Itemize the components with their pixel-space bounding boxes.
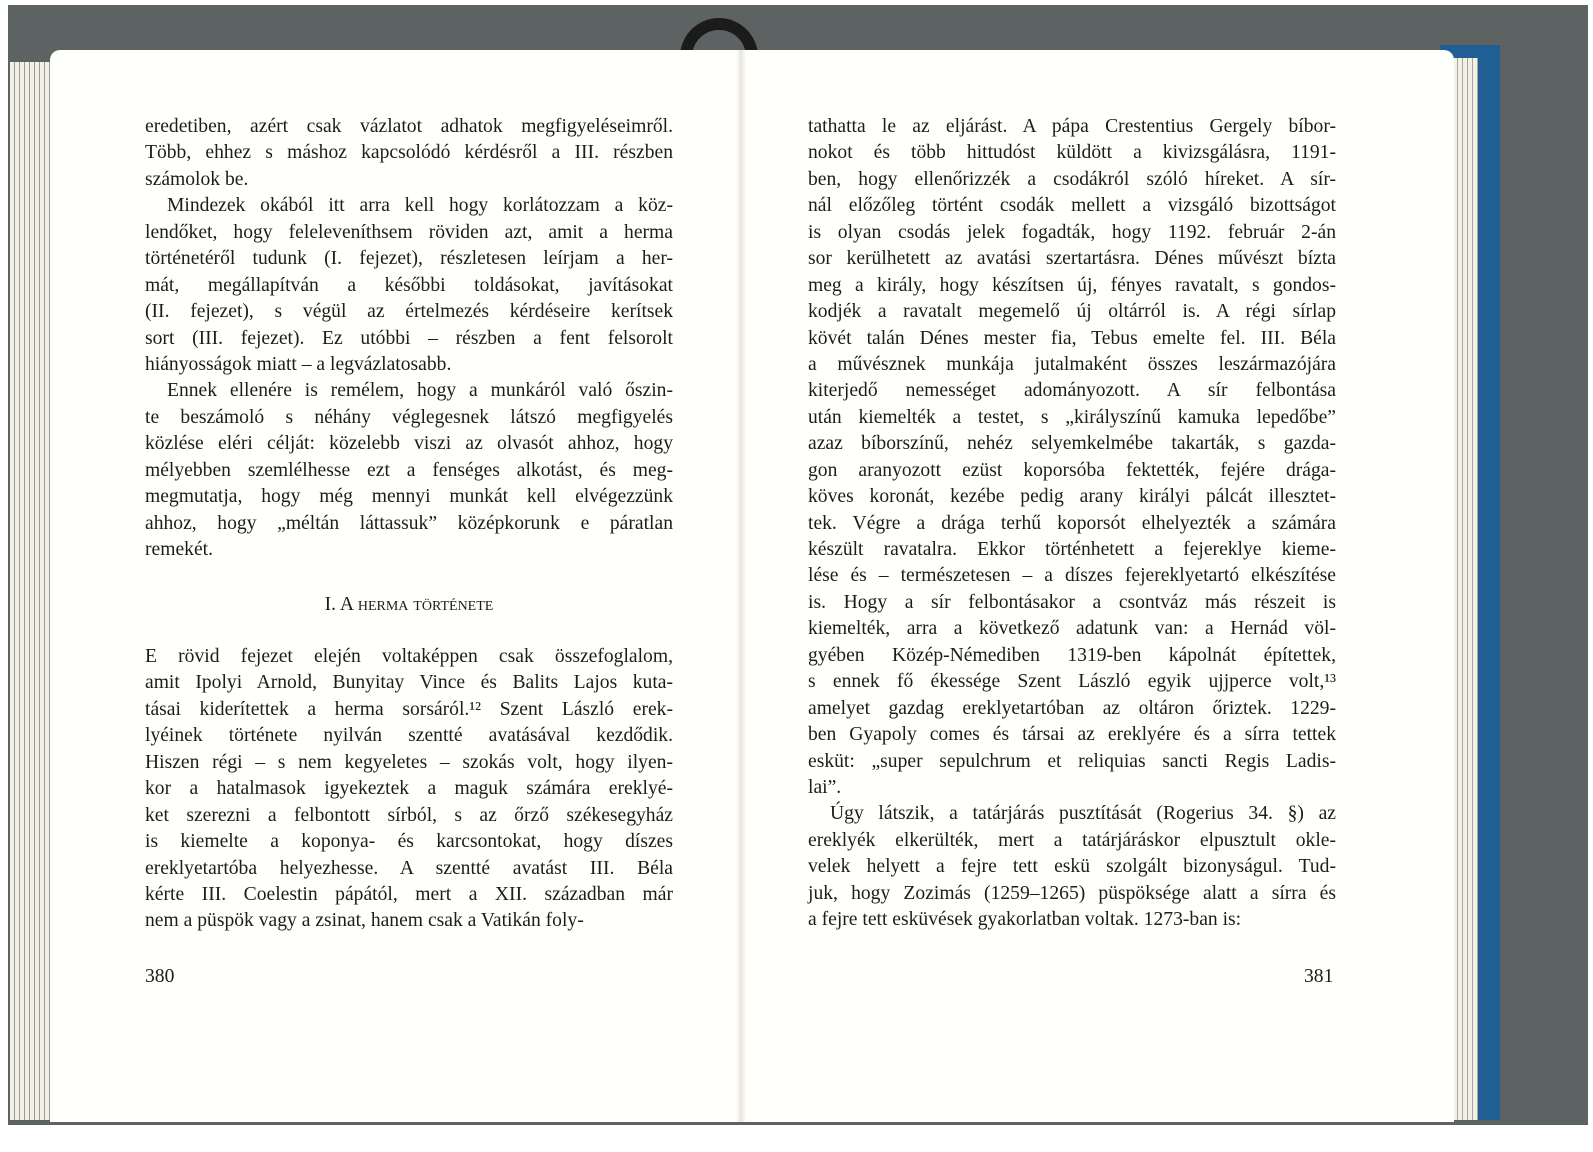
text-line: nem a püspök vagy a zsinat, hanem csak a Vatikán foly- bbox=[145, 910, 584, 932]
text-line: után kiemelték a testet, s „királyszínű kamuka lepedőbe” bbox=[808, 406, 1336, 428]
text-line: gyében Közép-Némediben 1319-ben kápolnát építettek, bbox=[808, 644, 1336, 666]
text-line: lai”. bbox=[808, 776, 842, 798]
right-page-text bbox=[808, 114, 1336, 934]
text-line: amelyet gazdag ereklyetartóban az oltáron őriztek. 1229- bbox=[808, 697, 1336, 719]
text-line: tathatta le az eljárást. A pápa Crestentius Gergely bíbor- bbox=[808, 116, 1336, 137]
text-line: a fejre tett esküvések gyakorlatban voltak. 1273-ban is: bbox=[808, 909, 1242, 931]
text-line: is. Hogy a sír felbontásakor a csontváz más részeit is bbox=[808, 591, 1336, 613]
page-stack-left bbox=[10, 62, 54, 1120]
text-line: ereklyetartóba helyezhesse. A szentté avatást III. Béla bbox=[145, 857, 673, 879]
text-line: tek. Végre a drága terhű koporsót elhelyezték a számára bbox=[808, 512, 1336, 534]
paragraph bbox=[808, 114, 1336, 801]
text-line: velek helyett a fejre tett eskü szolgált bizonyságul. Tud- bbox=[808, 856, 1336, 878]
paragraph bbox=[145, 114, 673, 193]
text-line: mélyebben szemlélhesse ezt a fenséges alkotást, és meg- bbox=[145, 459, 673, 481]
text-line: kövét talán Dénes mester fia, Tebus emelte fel. III. Béla bbox=[808, 327, 1336, 349]
left-page-text-bottom bbox=[145, 644, 673, 935]
text-line: lendőket, hogy feleleveníthsem röviden azt, amit a herma bbox=[145, 221, 673, 243]
text-line: Mindezek okából itt arra kell hogy korlátozzam a köz- bbox=[167, 195, 673, 217]
chapter-heading: I. A herma története bbox=[324, 594, 494, 615]
text-line: gon aranyozott ezüst koporsóba fektették, fejére drága- bbox=[808, 459, 1336, 481]
text-line: meg a király, hogy készítsen új, fényes ravatalt, s gondos- bbox=[808, 274, 1336, 296]
text-line: juk, hogy Zozimás (1259–1265) püspöksége alatt a sírra és bbox=[808, 882, 1336, 904]
page-number-left: 380 bbox=[145, 966, 175, 987]
text-line: kérte III. Coelestin pápától, mert a XII. században már bbox=[145, 883, 673, 905]
text-line: Ennek ellenére is remélem, hogy a munkáról való őszin- bbox=[167, 380, 673, 402]
text-line: megmutatja, hogy még mennyi munkát kell elvégezzünk bbox=[145, 486, 673, 508]
text-line: tásai kiderítettek a herma sorsáról.¹² Szent László erek- bbox=[145, 698, 673, 720]
text-line: ben Gyapoly comes és társai az ereklyére és a sírra tettek bbox=[808, 724, 1336, 746]
text-line: azaz bíborszínű, nehéz selyemkelmébe takarták, s gazda- bbox=[808, 433, 1336, 455]
text-line: is kiemelte a koponya- és karcsontokat, hogy díszes bbox=[145, 831, 673, 853]
text-line: kiterjedő nemességet adományozott. A sír felbontása bbox=[808, 380, 1336, 402]
text-line: (II. fejezet), s végül az értelmezés kérdéseire kerítsek bbox=[145, 301, 673, 323]
text-line: remekét. bbox=[145, 539, 213, 560]
text-line: számolok be. bbox=[145, 168, 249, 190]
left-page-text-top bbox=[145, 114, 673, 563]
text-line: E rövid fejezet elején voltaképpen csak összefoglalom, bbox=[145, 646, 673, 667]
text-line: mát, megállapítván a későbbi toldásokat, javításokat bbox=[145, 274, 673, 296]
text-line: sor kerülhetett az avatási szertartásra. Dénes művészt bízta bbox=[808, 248, 1336, 270]
text-line: történetéről tudunk (I. fejezet), részletesen leírjam a her- bbox=[145, 248, 673, 270]
text-line: ket szerezni a felbontott sírból, s az őrző székesegyház bbox=[145, 804, 673, 826]
text-line: készült ravatalra. Ekkor történhetett a fejereklye kieme- bbox=[808, 539, 1336, 560]
text-line: ereklyék elkerülték, mert a tatárjáráskor elpusztult okle- bbox=[808, 829, 1336, 851]
text-line: amit Ipolyi Arnold, Bunyitay Vince és Balits Lajos kuta- bbox=[145, 672, 673, 694]
text-line: ahhoz, hogy „méltán láttassuk” középkorunk e páratlan bbox=[145, 512, 673, 534]
text-line: Úgy látszik, a tatárjárás pusztítását (Rogerius 34. §) az bbox=[830, 803, 1336, 825]
text-line: nál előzőleg történt csodák mellett a vizsgáló bizottságot bbox=[808, 195, 1336, 217]
text-line: kodjék a ravatalt megemelő új oltárról is. A régi sírlap bbox=[808, 301, 1336, 323]
text-line: s ennek fő ékessége Szent László egyik ujjperce volt,¹³ bbox=[808, 671, 1336, 693]
paragraph bbox=[808, 801, 1336, 933]
page-number-right: 381 bbox=[1304, 966, 1334, 987]
text-line: köves koronát, kezébe pedig arany királyi pálcát illesztet- bbox=[808, 486, 1336, 508]
text-line: kor a hatalmasok igyekeztek a maguk számára ereklyé- bbox=[145, 778, 673, 800]
text-line: lése és – természetesen – a díszes fejereklyetartó elkészítése bbox=[808, 565, 1336, 587]
text-line: közlése eléri célját: közelebb viszi az olvasót ahhoz, hogy bbox=[145, 433, 673, 455]
paragraph bbox=[145, 644, 673, 935]
text-line: sort (III. fejezet). Ez utóbbi – részben a fent felsorolt bbox=[145, 327, 673, 349]
text-line: hiányosságok miatt – a legvázlatosabb. bbox=[145, 353, 452, 375]
paragraph bbox=[145, 378, 673, 563]
text-line: eredetiben, azért csak vázlatot adhatok megfigyeléseimről. bbox=[145, 116, 673, 137]
book-gutter bbox=[736, 50, 746, 1122]
text-line: Hiszen régi – s nem kegyeletes – szokás volt, hogy ilyen- bbox=[145, 751, 673, 773]
paragraph bbox=[145, 193, 673, 378]
text-line: Több, ehhez s máshoz kapcsolódó kérdésről a III. részben bbox=[145, 142, 673, 164]
text-line: lyéinek története nyilván szentté avatásával kezdődik. bbox=[145, 725, 673, 747]
text-line: te beszámoló s néhány véglegesnek látszó megfigyelés bbox=[145, 406, 673, 428]
text-line: is olyan csodás jelek fogadták, hogy 1192. február 2-án bbox=[808, 221, 1336, 243]
text-line: esküt: „super sepulchrum et reliquias sancti Regis Ladis- bbox=[808, 750, 1336, 772]
text-line: nokot és több hittudóst küldött a kivizsgálásra, 1191- bbox=[808, 142, 1336, 164]
text-line: kiemelték, arra a következő adatunk van: a Hernád völ- bbox=[808, 618, 1336, 640]
text-line: ben, hogy ellenőrizzék a csodákról szóló híreket. A sír- bbox=[808, 168, 1336, 190]
text-line: a művésznek munkája jutalmaként összes leszármazójára bbox=[808, 353, 1336, 375]
